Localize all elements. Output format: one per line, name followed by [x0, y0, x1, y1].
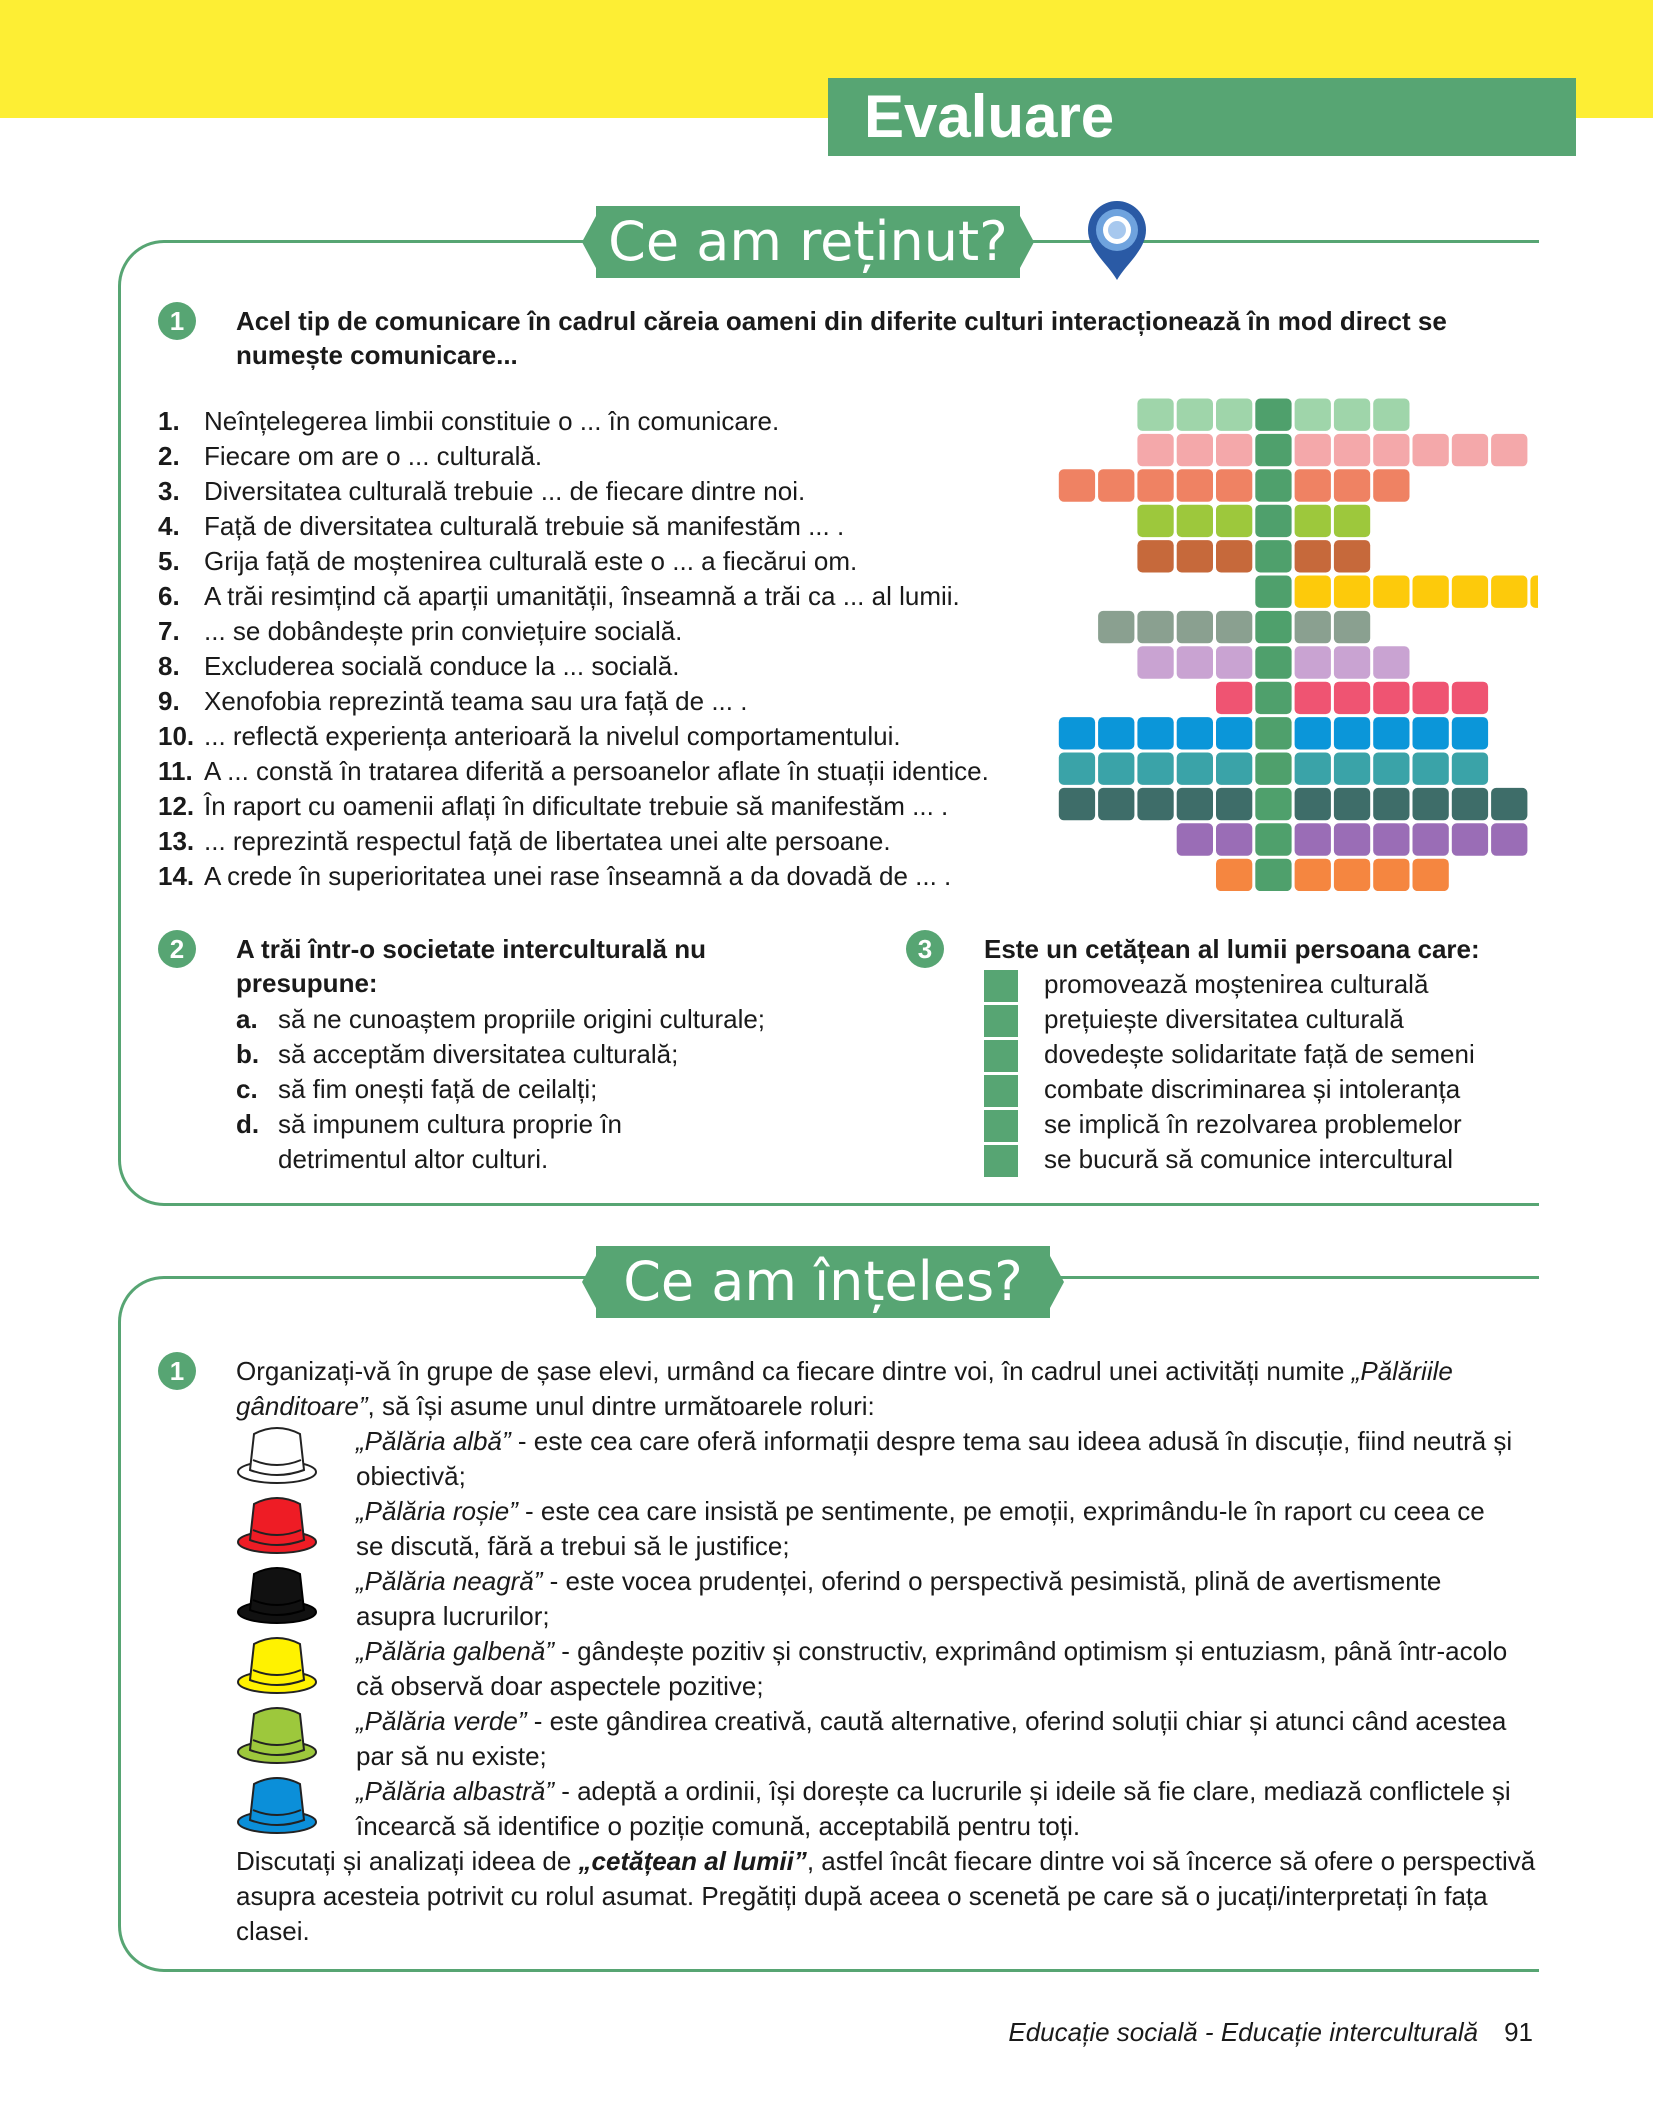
- crossword-cell[interactable]: [1295, 753, 1331, 785]
- checkbox[interactable]: [984, 970, 1018, 1002]
- question-3-text: Este un cetățean al lumii persoana care:: [984, 934, 1480, 964]
- activity-intro: Organizați-vă în grupe de șase elevi, urmând ca fiecare dintre voi, în cadrul unei activități numite „Pălăriile gânditoare”, să își asume unul dintre următoarele roluri:: [236, 1356, 1453, 1421]
- crossword-key-cell[interactable]: [1255, 399, 1291, 431]
- crossword-cell[interactable]: [1177, 788, 1213, 820]
- answer-option[interactable]: b. să acceptăm diversitatea culturală;: [236, 1039, 679, 1069]
- crossword-cell[interactable]: [1491, 434, 1527, 466]
- crossword-cell[interactable]: [1373, 434, 1409, 466]
- crossword-clue: 1. Neînțelegerea limbii constituie o ... în comunicare.: [158, 406, 780, 436]
- crossword-cell[interactable]: [1137, 646, 1173, 678]
- crossword-cell[interactable]: [1295, 823, 1331, 855]
- hat-description: „Pălăria albastră” - adeptă a ordinii, își dorește ca lucrurile și ideile să fie clare, mediază conflictele și încearcă să identifice o poziție comună, acceptabilă pentru toți.: [356, 1776, 1511, 1841]
- crossword-cell[interactable]: [1373, 576, 1409, 608]
- crossword-cell[interactable]: [1530, 576, 1538, 608]
- crossword-cell[interactable]: [1295, 788, 1331, 820]
- evaluation-banner: Evaluare: [828, 78, 1576, 156]
- checkbox-item[interactable]: dovedește solidaritate față de semeni: [984, 1037, 1475, 1072]
- crossword-cell[interactable]: [1137, 611, 1173, 643]
- crossword-cell[interactable]: [1137, 505, 1173, 537]
- crossword-cell[interactable]: [1413, 823, 1449, 855]
- checkbox-item[interactable]: combate discriminarea și intoleranța: [984, 1072, 1460, 1107]
- checkbox-item[interactable]: se implică în rezolvarea problemelor: [984, 1107, 1462, 1142]
- crossword-clue: 6. A trăi resimțind că aparții umanității, înseamnă a trăi ca ... al lumii.: [158, 581, 960, 611]
- crossword-cell[interactable]: [1295, 717, 1331, 749]
- checkbox-item[interactable]: prețuiește diversitatea culturală: [984, 1002, 1404, 1037]
- crossword-cell[interactable]: [1177, 717, 1213, 749]
- crossword-cell[interactable]: [1373, 859, 1409, 891]
- crossword-cell[interactable]: [1334, 540, 1370, 572]
- location-pin-icon: [1082, 198, 1152, 282]
- crossword-cell[interactable]: [1059, 788, 1095, 820]
- crossword-cell[interactable]: [1452, 823, 1488, 855]
- crossword-cell[interactable]: [1216, 788, 1252, 820]
- crossword-cell[interactable]: [1216, 859, 1252, 891]
- crossword-cell[interactable]: [1491, 788, 1527, 820]
- crossword-cell[interactable]: [1216, 540, 1252, 572]
- crossword-cell[interactable]: [1137, 717, 1173, 749]
- crossword-cell[interactable]: [1373, 469, 1409, 501]
- crossword-cell[interactable]: [1216, 646, 1252, 678]
- crossword-grid: [1018, 397, 1538, 891]
- crossword-cell[interactable]: [1295, 682, 1331, 714]
- crossword-cell[interactable]: [1295, 434, 1331, 466]
- hat-description: „Pălăria verde” - este gândirea creativă, caută alternative, oferind soluții chiar și atunci când acestea par să nu existe;: [356, 1706, 1507, 1771]
- crossword-cell[interactable]: [1216, 469, 1252, 501]
- crossword-cell[interactable]: [1137, 753, 1173, 785]
- crossword-cell[interactable]: [1373, 823, 1409, 855]
- crossword-key-cell[interactable]: [1255, 788, 1291, 820]
- page-number: 91: [1504, 2017, 1533, 2047]
- crossword-cell[interactable]: [1334, 469, 1370, 501]
- question-number-badge: 2: [158, 930, 196, 968]
- checkbox[interactable]: [984, 1110, 1018, 1142]
- crossword-cell[interactable]: [1413, 788, 1449, 820]
- crossword-cell[interactable]: [1452, 788, 1488, 820]
- crossword-cell[interactable]: [1177, 399, 1213, 431]
- crossword-cell[interactable]: [1216, 505, 1252, 537]
- crossword-cell[interactable]: [1334, 859, 1370, 891]
- crossword-key-cell[interactable]: [1255, 646, 1291, 678]
- crossword-cell[interactable]: [1334, 788, 1370, 820]
- crossword-cell[interactable]: [1059, 753, 1095, 785]
- thinking-hat-icon: [236, 1700, 318, 1766]
- crossword-cell[interactable]: [1413, 717, 1449, 749]
- section-understood-title: Ce am înțeles?: [596, 1246, 1050, 1318]
- crossword-cell[interactable]: [1177, 540, 1213, 572]
- crossword-clue: 7. ... se dobândește prin conviețuire socială.: [158, 616, 683, 646]
- crossword-clue: 13. ... reprezintă respectul față de libertatea unei alte persoane.: [158, 826, 891, 856]
- crossword-clue: 10. ... reflectă experiența anterioară la nivelul comportamentului.: [158, 721, 901, 751]
- question-2-text: A trăi într-o societate interculturală nu presupune:: [236, 934, 707, 998]
- crossword-cell[interactable]: [1216, 823, 1252, 855]
- crossword-key-cell[interactable]: [1255, 682, 1291, 714]
- crossword-key-cell[interactable]: [1255, 611, 1291, 643]
- crossword-cell[interactable]: [1295, 399, 1331, 431]
- crossword-cell[interactable]: [1413, 576, 1449, 608]
- crossword-clue: 14. A crede în superioritatea unei rase înseamnă a da dovadă de ... .: [158, 861, 952, 891]
- crossword-cell[interactable]: [1137, 399, 1173, 431]
- crossword-cell[interactable]: [1295, 611, 1331, 643]
- crossword-cell[interactable]: [1216, 682, 1252, 714]
- crossword-cell[interactable]: [1295, 646, 1331, 678]
- crossword-clue: 9. Xenofobia reprezintă teama sau ura față de ... .: [158, 686, 748, 716]
- crossword-cell[interactable]: [1334, 646, 1370, 678]
- crossword-cell[interactable]: [1413, 434, 1449, 466]
- crossword-cell[interactable]: [1098, 717, 1134, 749]
- crossword-cell[interactable]: [1137, 540, 1173, 572]
- crossword-cell[interactable]: [1137, 434, 1173, 466]
- crossword-cell[interactable]: [1334, 611, 1370, 643]
- crossword-cell[interactable]: [1216, 399, 1252, 431]
- crossword-cell[interactable]: [1334, 682, 1370, 714]
- crossword-cell[interactable]: [1295, 540, 1331, 572]
- crossword-cell[interactable]: [1059, 469, 1095, 501]
- question-number-badge: 3: [906, 930, 944, 968]
- thinking-hat-icon: [236, 1490, 318, 1556]
- thinking-hat-icon: [236, 1420, 318, 1486]
- crossword-clue: 8. Excluderea socială conduce la ... socială.: [158, 651, 680, 681]
- crossword-cell[interactable]: [1334, 399, 1370, 431]
- crossword-cell[interactable]: [1334, 753, 1370, 785]
- crossword-cell[interactable]: [1413, 859, 1449, 891]
- crossword-cell[interactable]: [1295, 576, 1331, 608]
- crossword-cell[interactable]: [1373, 646, 1409, 678]
- crossword-cell[interactable]: [1373, 788, 1409, 820]
- crossword-cell[interactable]: [1334, 505, 1370, 537]
- crossword-cell[interactable]: [1295, 859, 1331, 891]
- checkbox-item[interactable]: promovează moștenirea culturală: [984, 967, 1428, 1002]
- crossword-cell[interactable]: [1491, 823, 1527, 855]
- crossword-key-cell[interactable]: [1255, 859, 1291, 891]
- crossword-cell[interactable]: [1216, 434, 1252, 466]
- crossword-clue: 4. Față de diversitatea culturală trebuie să manifestăm ... .: [158, 511, 845, 541]
- crossword-clues-list: [158, 404, 1038, 894]
- crossword-cell[interactable]: [1098, 611, 1134, 643]
- checkbox[interactable]: [984, 1145, 1018, 1177]
- crossword-cell[interactable]: [1295, 469, 1331, 501]
- crossword-cell[interactable]: [1452, 682, 1488, 714]
- crossword-cell[interactable]: [1452, 717, 1488, 749]
- answer-option[interactable]: d. să impunem cultura proprie în detrimentul altor culturi.: [236, 1109, 622, 1174]
- crossword-cell[interactable]: [1137, 469, 1173, 501]
- crossword-cell[interactable]: [1295, 505, 1331, 537]
- crossword-cell[interactable]: [1137, 788, 1173, 820]
- crossword-key-cell[interactable]: [1255, 505, 1291, 537]
- hat-description: „Pălăria albă” - este cea care oferă informații despre tema sau ideea adusă în discuție, fiind neutră și obiectivă;: [356, 1426, 1513, 1491]
- crossword-cell[interactable]: [1452, 434, 1488, 466]
- answer-option[interactable]: c. să fim onești față de ceilalți;: [236, 1074, 598, 1104]
- thinking-hat-icon: [236, 1630, 318, 1696]
- crossword-cell[interactable]: [1452, 576, 1488, 608]
- crossword-cell[interactable]: [1373, 753, 1409, 785]
- hat-description: „Pălăria roșie” - este cea care insistă pe sentimente, pe emoții, exprimându-le în raport cu ceea ce se discută, fără a trebui să le justifice;: [356, 1496, 1485, 1561]
- crossword-clue: 3. Diversitatea culturală trebuie ... de fiecare dintre noi.: [158, 476, 806, 506]
- checkbox[interactable]: [984, 1040, 1018, 1072]
- crossword-cell[interactable]: [1413, 682, 1449, 714]
- crossword-cell[interactable]: [1491, 576, 1527, 608]
- crossword-cell[interactable]: [1373, 717, 1409, 749]
- crossword-clue: 11. A ... constă în tratarea diferită a persoanelor aflate în stuații identice.: [158, 756, 989, 786]
- crossword-key-cell[interactable]: [1255, 576, 1291, 608]
- crossword-cell[interactable]: [1059, 717, 1095, 749]
- checkbox[interactable]: [984, 1005, 1018, 1037]
- crossword-key-cell[interactable]: [1255, 540, 1291, 572]
- crossword-cell[interactable]: [1373, 399, 1409, 431]
- crossword-key-cell[interactable]: [1255, 823, 1291, 855]
- crossword-cell[interactable]: [1177, 753, 1213, 785]
- question-number-badge: 1: [158, 1352, 196, 1390]
- crossword-cell[interactable]: [1098, 753, 1134, 785]
- crossword-cell[interactable]: [1098, 788, 1134, 820]
- hat-description: „Pălăria neagră” - este vocea prudenței, oferind o perspectivă pesimistă, plină de avertismente asupra lucrurilor;: [356, 1566, 1442, 1631]
- crossword-cell[interactable]: [1413, 753, 1449, 785]
- question-1-text: Acel tip de comunicare în cadrul căreia oameni din diferite culturi interacționează în mod direct se numește comunicare...: [236, 306, 1447, 370]
- crossword-key-cell[interactable]: [1255, 469, 1291, 501]
- crossword-cell[interactable]: [1216, 717, 1252, 749]
- crossword-cell[interactable]: [1177, 505, 1213, 537]
- crossword-cell[interactable]: [1334, 434, 1370, 466]
- hat-description: „Pălăria galbenă” - gândește pozitiv și constructiv, exprimând optimism și entuziasm, până într-acolo că observă doar aspectele pozitive;: [356, 1636, 1508, 1701]
- checkbox-item[interactable]: se bucură să comunice intercultural: [984, 1142, 1453, 1177]
- section-retained-title: Ce am reținut?: [596, 206, 1020, 278]
- crossword-key-cell[interactable]: [1255, 434, 1291, 466]
- crossword-cell[interactable]: [1177, 646, 1213, 678]
- crossword-clue: 12. În raport cu oamenii aflați în dificultate trebuie să manifestăm ... .: [158, 791, 949, 821]
- crossword-cell[interactable]: [1334, 576, 1370, 608]
- crossword-cell[interactable]: [1452, 753, 1488, 785]
- thinking-hat-icon: [236, 1770, 318, 1836]
- answer-option[interactable]: a. să ne cunoaștem propriile origini culturale;: [236, 1004, 766, 1034]
- crossword-cell[interactable]: [1216, 611, 1252, 643]
- crossword-cell[interactable]: [1177, 434, 1213, 466]
- activity-outro: Discutați și analizați ideea de „cetățean al lumii”, astfel încât fiecare dintre voi să încerce să ofere o perspectivă asupra acesteia potrivit cu rolul asumat. Pregătiți după aceea o scenetă pe care să o jucați/interpretați în fața clasei.: [236, 1846, 1536, 1946]
- crossword-clue: 2. Fiecare om are o ... culturală.: [158, 441, 543, 471]
- crossword-cell[interactable]: [1177, 823, 1213, 855]
- crossword-clue: 5. Grija față de moștenirea culturală este o ... a fiecărui om.: [158, 546, 858, 576]
- crossword-cell[interactable]: [1334, 717, 1370, 749]
- crossword-key-cell[interactable]: [1255, 717, 1291, 749]
- crossword-key-cell[interactable]: [1255, 753, 1291, 785]
- thinking-hat-icon: [236, 1560, 318, 1626]
- checkbox[interactable]: [984, 1075, 1018, 1107]
- crossword-cell[interactable]: [1334, 823, 1370, 855]
- crossword-cell[interactable]: [1373, 682, 1409, 714]
- crossword-cell[interactable]: [1216, 753, 1252, 785]
- crossword-cell[interactable]: [1098, 469, 1134, 501]
- question-number-badge: 1: [158, 302, 196, 340]
- page-footer: Educație socială - Educație interculturală 91: [1008, 2017, 1533, 2047]
- crossword-cell[interactable]: [1177, 611, 1213, 643]
- crossword-cell[interactable]: [1177, 469, 1213, 501]
